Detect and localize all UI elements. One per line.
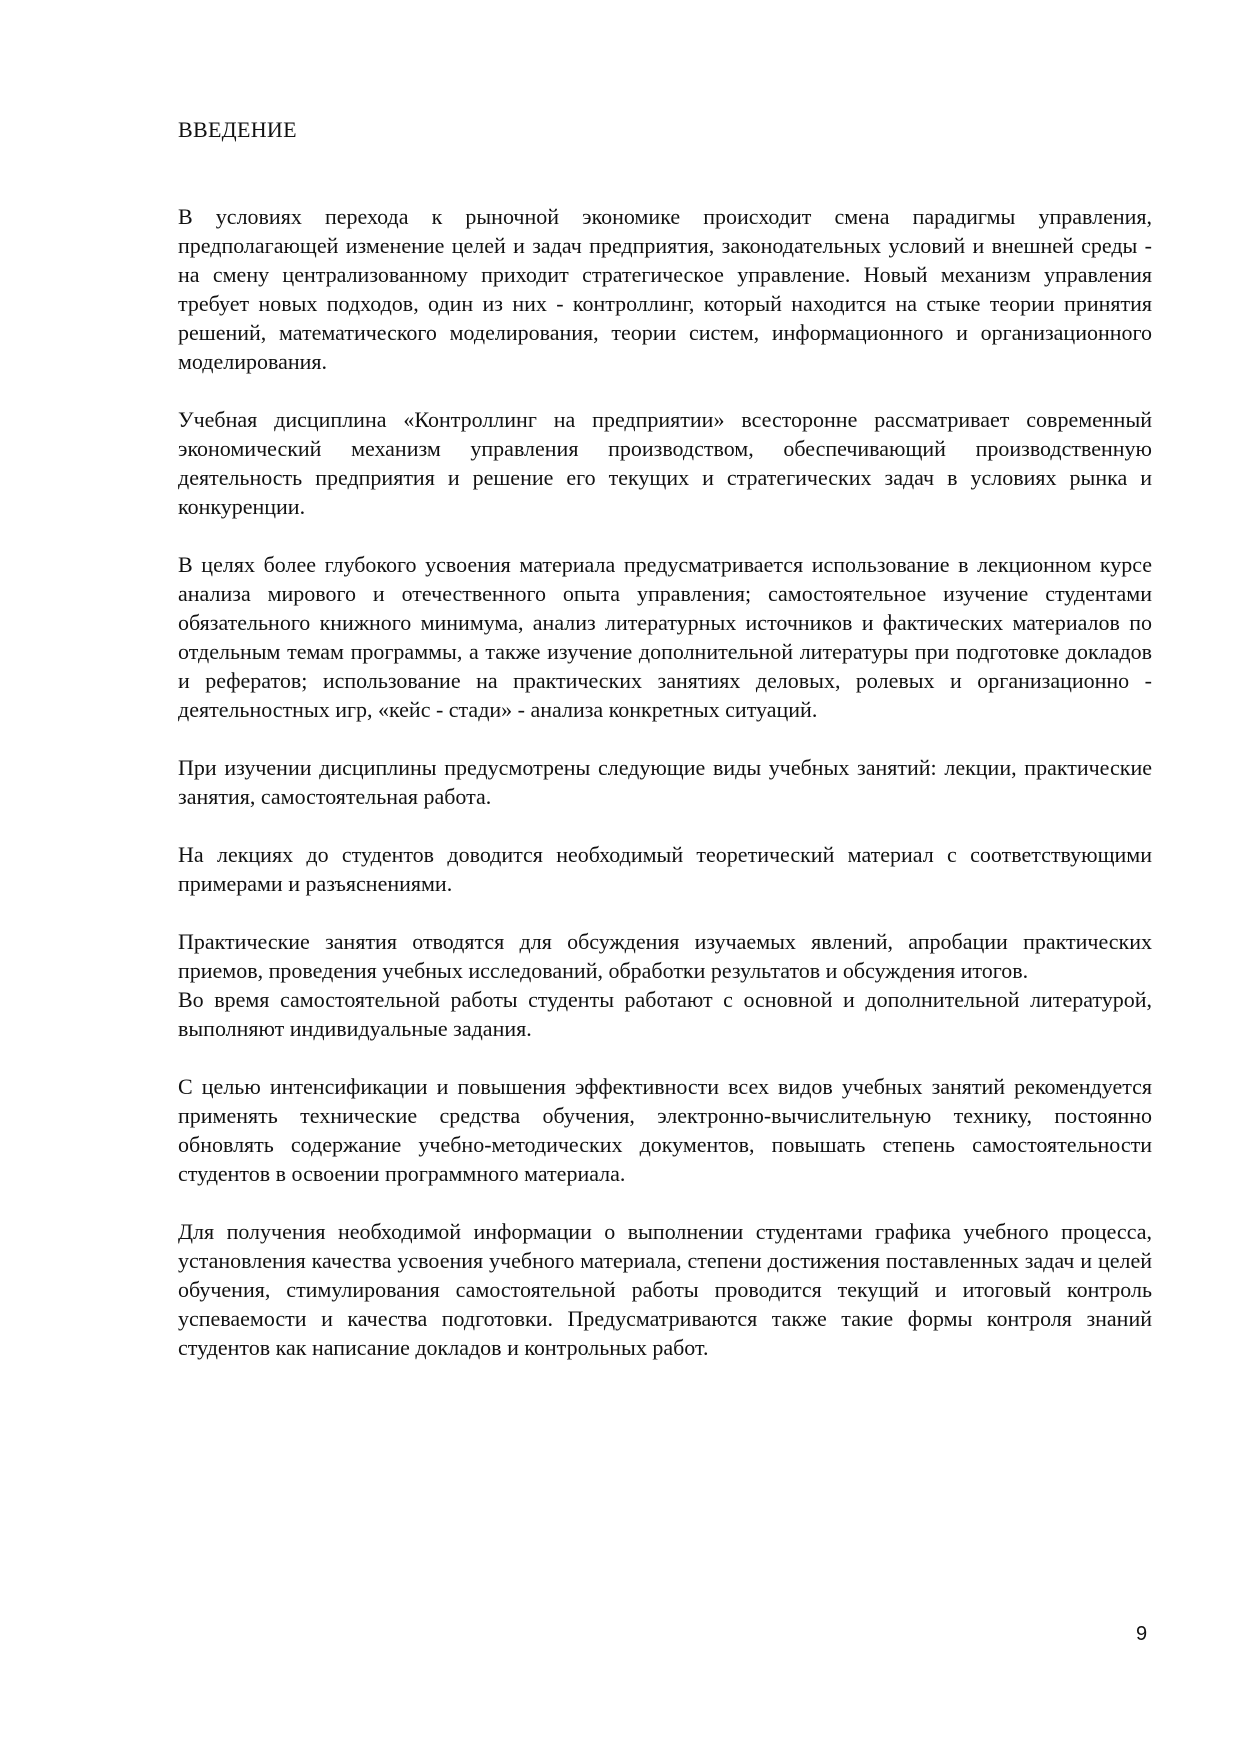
paragraph-methods: В целях более глубокого усвоения материала предусматривается использование в лекционном курсе анализа мирового и отечественного опыта управления; самостоятельное изучение студентами обязательного книжного минимума, анализ литературных источников и фактических материалов по отдельным темам программы, а также изучение дополнительной литературы при подготовке докладов и рефератов; использование на практических занятиях деловых, ролевых и организационно - деятельностных игр, «кейс - стади» - анализа конкретных ситуаций. [178,552,1152,722]
body-text [178,202,1152,1362]
paragraph-practicals: Практические занятия отводятся для обсуждения изучаемых явлений, апробации практических приемов, проведения учебных исследований, обработки результатов и обсуждения итогов. [178,929,1152,983]
paragraph-lectures: На лекциях до студентов доводится необходимый теоретический материал с соответствующими примерами и разъяснениями. [178,842,1152,896]
paragraph-efficiency: С целью интенсификации и повышения эффективности всех видов учебных занятий рекомендуется применять технические средства обучения, электронно-вычислительную технику, постоянно обновлять содержание учебно-методических документов, повышать степень самостоятельности студентов в освоении программного материала. [178,1074,1152,1186]
paragraph-class-types: При изучении дисциплины предусмотрены следующие виды учебных занятий: лекции, практические занятия, самостоятельная работа. [178,755,1152,809]
page-number: 9 [1136,1623,1148,1645]
paragraph-control: Для получения необходимой информации о выполнении студентами графика учебного процесса, установления качества усвоения учебного материала, степени достижения поставленных задач и целей обучения, стимулирования самостоятельной работы проводится текущий и итоговый контроль успеваемости и качества подготовки. Предусматриваются также такие формы контроля знаний студентов как написание докладов и контрольных работ. [178,1219,1152,1360]
paragraph-discipline: Учебная дисциплина «Контроллинг на предприятии» всесторонне рассматривает современный экономический механизм управления производством, обеспечивающий производственную деятельность предприятия и решение его текущих и стратегических задач в условиях рынка и конкуренции. [178,407,1152,519]
paragraph-intro: В условиях перехода к рыночной экономике происходит смена парадигмы управления, предполагающей изменение целей и задач предприятия, законодательных условий и внешней среды - на смену централизованному приходит стратегическое управление. Новый механизм управления требует новых подходов, один из них - контроллинг, который находится на стыке теории принятия решений, математического моделирования, теории систем, информационного и организационного моделирования. [178,204,1152,374]
section-heading: ВВЕДЕНИЕ [178,117,297,142]
paragraph-self-study: Во время самостоятельной работы студенты работают с основной и дополнительной литературой, выполняют индивидуальные задания. [178,987,1152,1041]
